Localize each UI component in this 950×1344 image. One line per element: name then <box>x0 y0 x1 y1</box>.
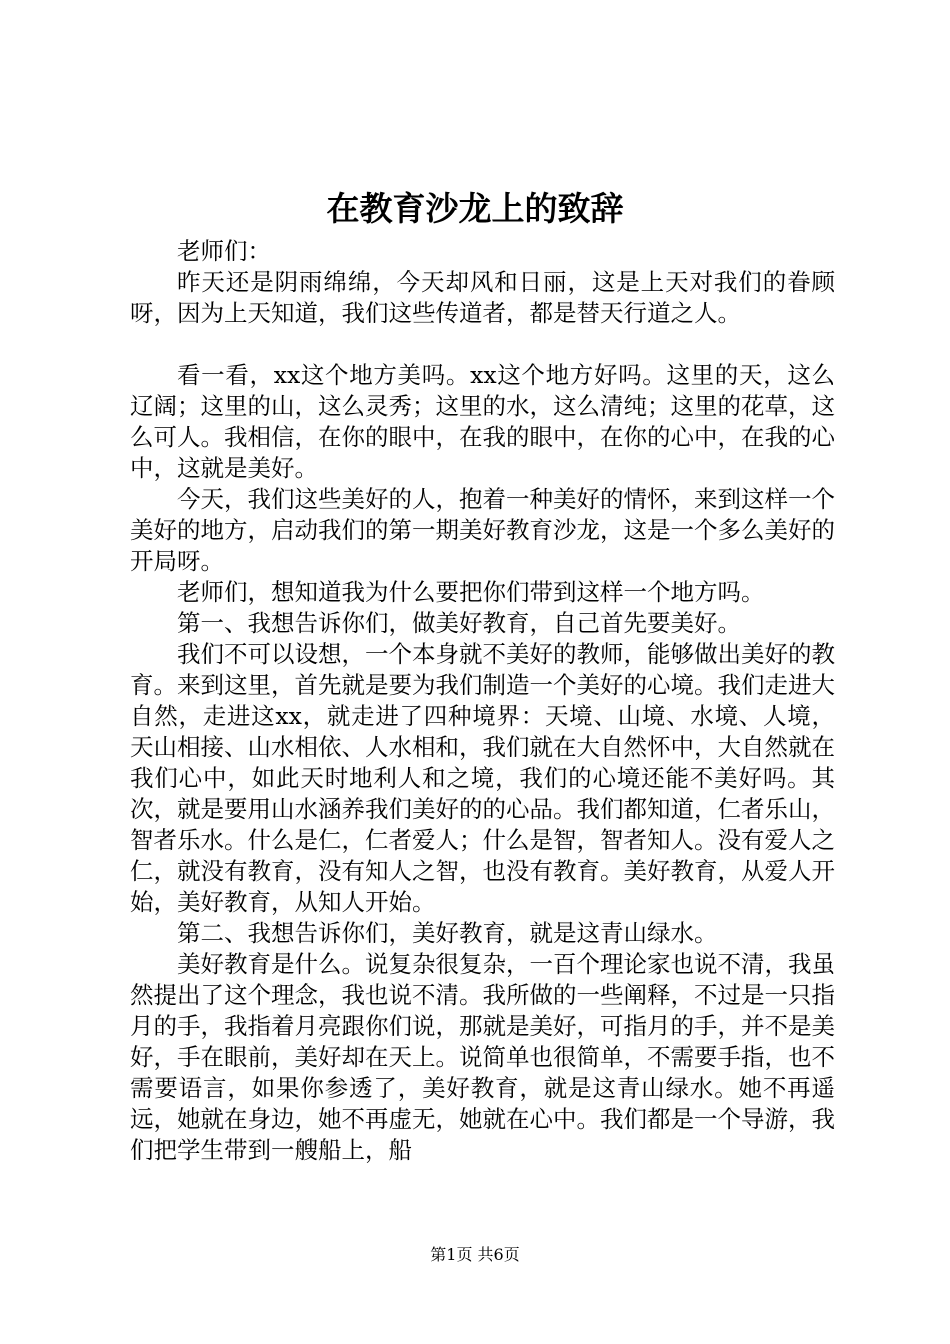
paragraph: 我们不可以设想，一个本身就不美好的教师，能够做出美好的教育。来到这里，首先就是要为我们制造一个美好的心境。我们走进大自然，走进这xx，就走进了四种境界：天境、山境、水境、人境，天山相接、山水相依、人水相和，我们就在大自然怀中，大自然就在我们心中，如此天时地利人和之境，我们的心境还能不美好吗。其次，就是要用山水涵养我们美好的的心品。我们都知道，仁者乐山，智者乐水。什么是仁，仁者爱人；什么是智，智者知人。没有爱人之仁，就没有教育，没有知人之智，也没有教育。美好教育，从爱人开始，美好教育，从知人开始。 <box>130 640 835 916</box>
paragraph: 美好教育是什么。说复杂很复杂，一百个理论家也说不清，我虽然提出了这个理念，我也说不清。我所做的一些阐释，不过是一只指月的手，我指着月亮跟你们说，那就是美好，可指月的手，并不是美好，手在眼前，美好却在天上。说简单也很简单，不需要手指，也不需要语言，如果你参透了，美好教育，就是这青山绿水。她不再遥远，她就在身边，她不再虚无，她就在心中。我们都是一个导游，我们把学生带到一艘船上，船 <box>130 950 835 1164</box>
paragraph: 看一看，xx这个地方美吗。xx这个地方好吗。这里的天，这么辽阔；这里的山，这么灵秀；这里的水，这么清纯；这里的花草，这么可人。我相信，在你的眼中，在我的眼中，在你的心中，在我的心中，这就是美好。 <box>130 361 835 482</box>
salutation: 老师们： <box>177 237 271 265</box>
paragraph: 老师们，想知道我为什么要把你们带到这样一个地方吗。 <box>177 578 765 606</box>
page-number: 第1页 共6页 <box>430 1245 520 1264</box>
section-heading: 第二、我想告诉你们，美好教育，就是这青山绿水。 <box>177 919 718 947</box>
paragraph: 昨天还是阴雨绵绵，今天却风和日丽，这是上天对我们的眷顾呀，因为上天知道，我们这些传道者，都是替天行道之人。 <box>130 268 835 327</box>
document-title: 在教育沙龙上的致辞 <box>326 189 624 228</box>
section-heading: 第一、我想告诉你们，做美好教育，自己首先要美好。 <box>177 609 741 637</box>
paragraph: 今天，我们这些美好的人，抱着一种美好的情怀，来到这样一个美好的地方，启动我们的第一期美好教育沙龙，这是一个多么美好的开局呀。 <box>130 485 835 575</box>
blank-line <box>130 329 835 360</box>
document-body <box>130 236 835 1166</box>
